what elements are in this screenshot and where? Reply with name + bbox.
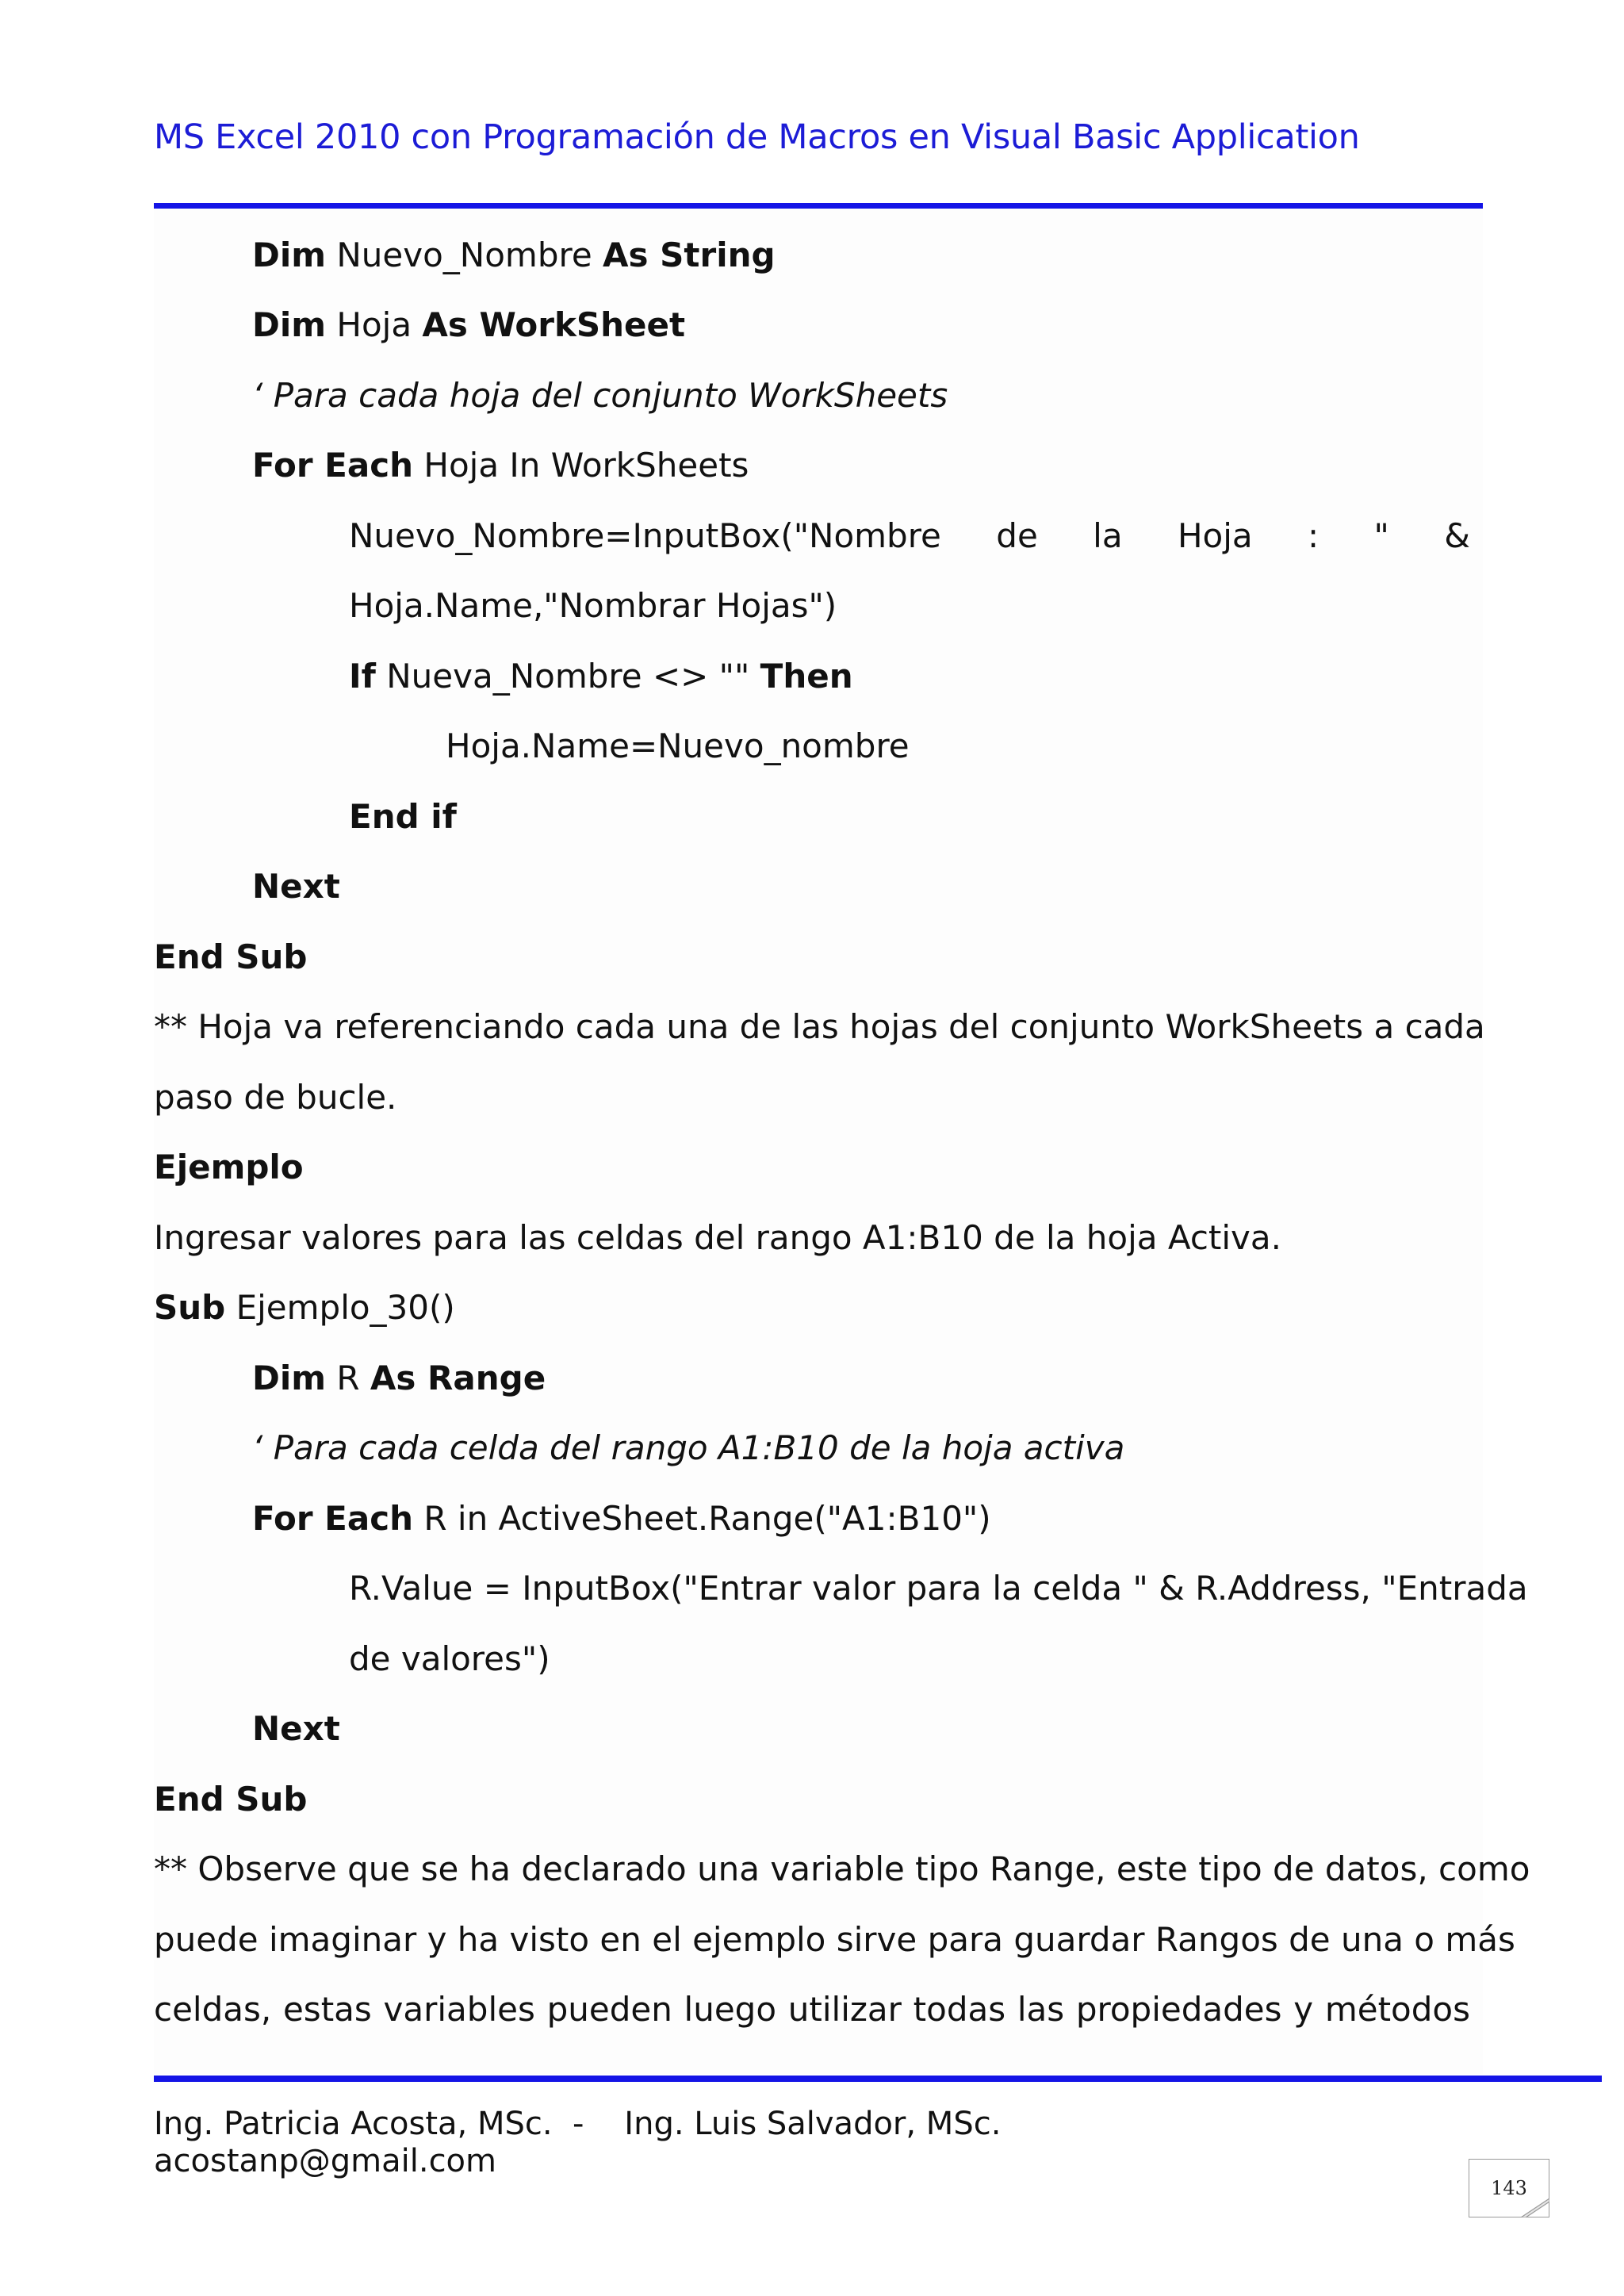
code-comment: ‘ Para cada hoja del conjunto WorkSheets [252,376,948,415]
code-line: For Each Hoja In WorkSheets [252,446,749,485]
page-curl-icon [1521,2198,1549,2217]
example-heading: Ejemplo [154,1148,304,1186]
code-line-justified: Nuevo_Nombre=InputBox("Nombre de la Hoja : " & [349,516,1470,555]
code-line: If Nueva_Nombre <> "" Then [349,657,853,696]
code-line: Dim Nuevo_Nombre As String [252,236,776,274]
code-line: End Sub [154,937,308,976]
code-line: de valores") [349,1639,550,1678]
note-paragraph-line: puede imaginar y ha visto en el ejemplo sirve para guardar Rangos de una o más [154,1920,1515,1959]
note-paragraph-line: ** Hoja va referenciando cada una de las hojas del conjunto WorkSheets a cada [154,1007,1485,1046]
footer-email: acostanp@gmail.com [154,2143,496,2179]
example-description: Ingresar valores para las celdas del rango A1:B10 de la hoja Activa. [154,1218,1281,1257]
page-header-title: MS Excel 2010 con Programación de Macros en Visual Basic Application [154,117,1360,157]
code-line: Hoja.Name,"Nombrar Hojas") [349,586,837,625]
note-paragraph-line: celdas, estas variables pueden luego utilizar todas las propiedades y métodos [154,1990,1470,2029]
code-line: End if [349,797,457,836]
code-line: End Sub [154,1780,308,1819]
code-line: Sub Ejemplo_30() [154,1288,455,1327]
footer-authors: Ing. Patricia Acosta, MSc. - Ing. Luis Salvador, MSc. [154,2106,1002,2142]
footer-rule [154,2076,1602,2082]
code-line: Next [252,867,340,906]
page-number: 143 [1469,2159,1549,2217]
note-paragraph-line: ** Observe que se ha declarado una variable tipo Range, este tipo de datos, como [154,1849,1530,1888]
code-line: For Each R in ActiveSheet.Range("A1:B10") [252,1499,991,1538]
note-paragraph-line: paso de bucle. [154,1078,397,1117]
code-line: Dim Hoja As WorkSheet [252,305,686,344]
code-line: Next [252,1709,340,1748]
code-line: R.Value = InputBox("Entrar valor para la celda " & R.Address, "Entrada [349,1569,1528,1608]
header-rule [154,203,1483,209]
code-comment: ‘ Para cada celda del rango A1:B10 de la hoja activa [252,1428,1125,1467]
code-line: Dim R As Range [252,1359,546,1397]
code-line: Hoja.Name=Nuevo_nombre [446,726,910,765]
